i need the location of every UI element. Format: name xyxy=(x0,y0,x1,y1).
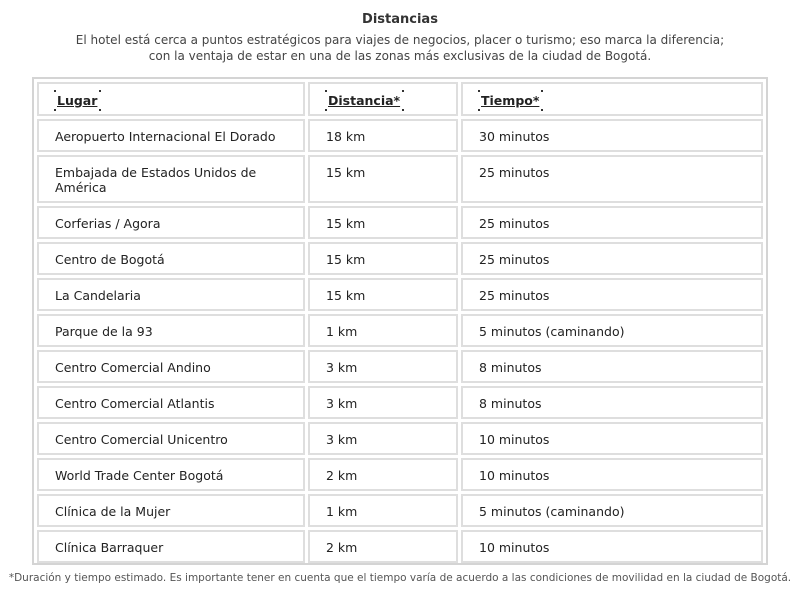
table-row xyxy=(37,206,763,239)
cell-time: 25 minutos xyxy=(461,278,763,311)
table-row xyxy=(37,458,763,491)
cell-time: 10 minutos xyxy=(461,530,763,563)
cell-distance: 3 km xyxy=(308,422,458,455)
cell-distance: 15 km xyxy=(308,155,458,203)
cell-place: Clínica Barraquer xyxy=(37,530,305,563)
cell-distance: 3 km xyxy=(308,386,458,419)
cell-time: 5 minutos (caminando) xyxy=(461,314,763,347)
intro-line: El hotel está cerca a puntos estratégicos para viajes de negocios, placer o turismo; eso marca la diferencia; xyxy=(75,33,725,47)
header-tiempo xyxy=(461,82,763,116)
cell-distance: 15 km xyxy=(308,206,458,239)
cell-time: 10 minutos xyxy=(461,422,763,455)
table-row xyxy=(37,530,763,563)
header-lugar xyxy=(37,82,305,116)
table-row xyxy=(37,278,763,311)
cell-time: 30 minutos xyxy=(461,119,763,152)
cell-place: Centro Comercial Atlantis xyxy=(37,386,305,419)
cell-distance: 1 km xyxy=(308,494,458,527)
table-row xyxy=(37,242,763,275)
cell-place: Parque de la 93 xyxy=(37,314,305,347)
cell-distance: 1 km xyxy=(308,314,458,347)
table-row xyxy=(37,386,763,419)
distances-table-container xyxy=(32,77,768,565)
cell-distance: 18 km xyxy=(308,119,458,152)
cell-distance: 15 km xyxy=(308,242,458,275)
table-row xyxy=(37,494,763,527)
cell-distance: 2 km xyxy=(308,458,458,491)
header-distancia xyxy=(308,82,458,116)
cell-place: Corferias / Agora xyxy=(37,206,305,239)
table-row xyxy=(37,350,763,383)
cell-place: Clínica de la Mujer xyxy=(37,494,305,527)
cell-place: La Candelaria xyxy=(37,278,305,311)
cell-time: 8 minutos xyxy=(461,386,763,419)
cell-distance: 3 km xyxy=(308,350,458,383)
header-label: Lugar xyxy=(55,93,100,110)
cell-place: Embajada de Estados Unidos de América xyxy=(37,155,305,203)
cell-place: Aeropuerto Internacional El Dorado xyxy=(37,119,305,152)
cell-time: 5 minutos (caminando) xyxy=(461,494,763,527)
cell-place: Centro Comercial Unicentro xyxy=(37,422,305,455)
cell-time: 25 minutos xyxy=(461,242,763,275)
intro-text xyxy=(0,32,800,64)
page-title: Distancias xyxy=(362,12,438,27)
intro-line: con la ventaja de estar en una de las zonas más exclusivas de la ciudad de Bogotá. xyxy=(148,49,652,63)
cell-place: Centro de Bogotá xyxy=(37,242,305,275)
header-label: Tiempo* xyxy=(479,93,542,110)
table-header-row xyxy=(37,82,763,116)
table-row xyxy=(37,119,763,152)
distances-table xyxy=(34,79,766,566)
table-row xyxy=(37,314,763,347)
footnote: *Duración y tiempo estimado. Es importante tener en cuenta que el tiempo varía de acuerdo a las condiciones de movilidad en la ciudad de Bogotá. xyxy=(8,572,792,584)
cell-distance: 2 km xyxy=(308,530,458,563)
table-row xyxy=(37,422,763,455)
cell-time: 25 minutos xyxy=(461,206,763,239)
cell-time: 8 minutos xyxy=(461,350,763,383)
table-row xyxy=(37,155,763,203)
cell-place: World Trade Center Bogotá xyxy=(37,458,305,491)
cell-time: 25 minutos xyxy=(461,155,763,203)
cell-place: Centro Comercial Andino xyxy=(37,350,305,383)
cell-time: 10 minutos xyxy=(461,458,763,491)
header-label: Distancia* xyxy=(326,93,403,110)
cell-distance: 15 km xyxy=(308,278,458,311)
